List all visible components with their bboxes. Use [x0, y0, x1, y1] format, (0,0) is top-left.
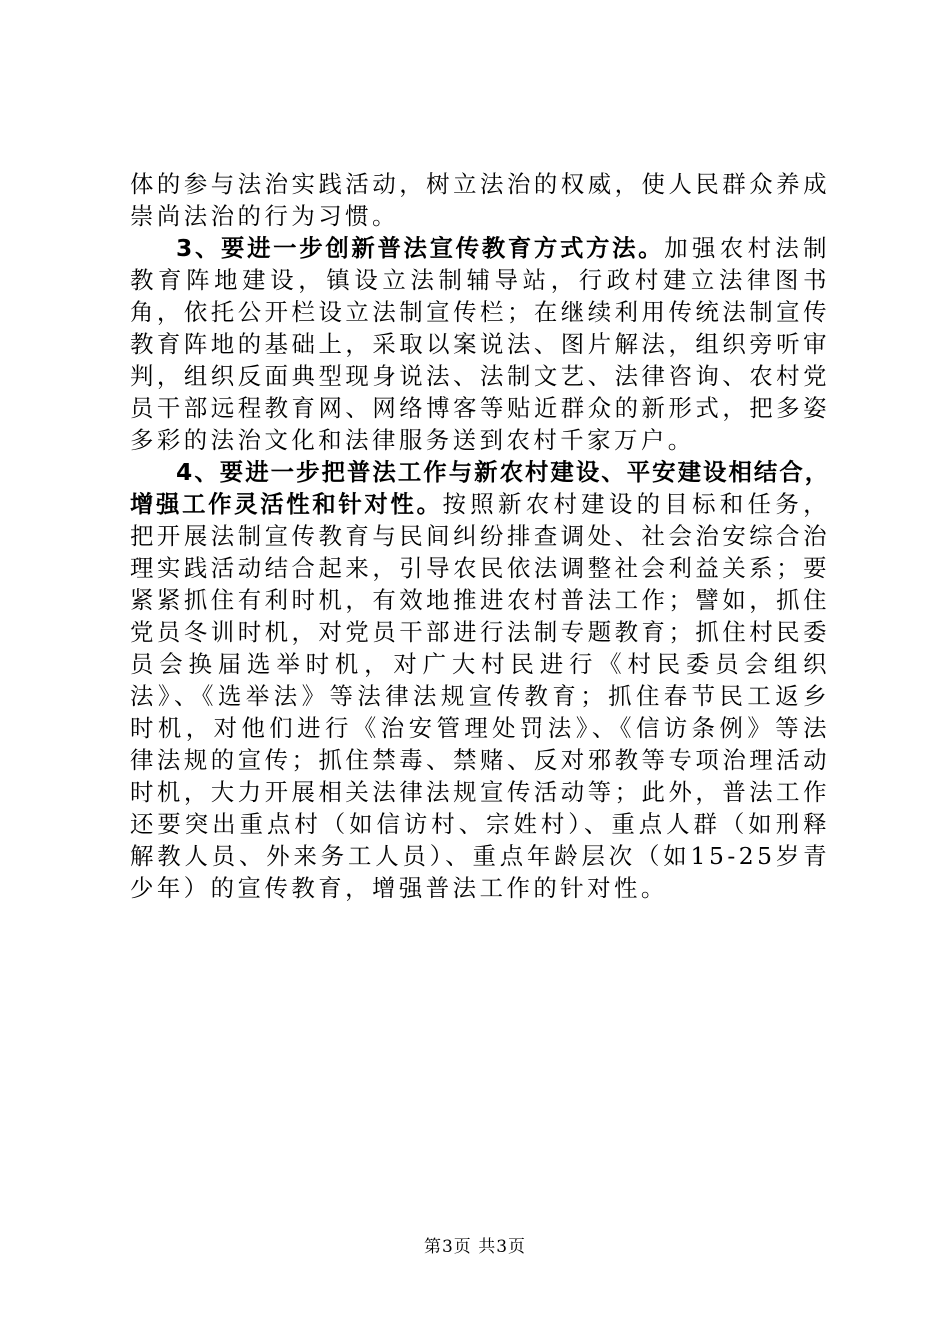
- paragraph-text: 加强农村法制教育阵地建设，镇设立法制辅导站，行政村建立法律图书角，依托公开栏设立法制宣传栏；在继续利用传统法制宣传教育阵地的基础上，采取以案说法、图片解法，组织旁听审判，组织反面典型现身说法、法制文艺、法律咨询、农村党员干部远程教育网、网络博客等贴近群众的新形式，把多姿多彩的法治文化和法律服务送到农村千家万户。: [130, 234, 830, 454]
- paragraph-text: 按照新农村建设的目标和任务，把开展法制宣传教育与民间纠纷排查调处、社会治安综合治理实践活动结合起来，引导农民依法调整社会利益关系；要紧紧抓住有利时机，有效地推进农村普法工作；譬如，抓住党员冬训时机，对党员干部进行法制专题教育；抓住村民委员会换届选举时机，对广大村民进行《村民委员会组织法》、《选举法》等法律法规宣传教育；抓住春节民工返乡时机，对他们进行《治安管理处罚法》、《信访条例》等法律法规的宣传；抓住禁毒、禁赌、反对邪教等专项治理活动时机，大力开展相关法律法规宣传活动等；此外，普法工作还要突出重点村（如信访村、宗姓村）、重点人群（如刑释解教人员、外来务工人员）、重点年龄层次（如15-25岁青少年）的宣传教育，增强普法工作的针对性。: [130, 490, 830, 902]
- paragraph-heading: 4、要进一步把普法工作与新农村建设、平安建设相结合，增强工作灵活性和针对性。: [130, 458, 830, 518]
- paragraph-text: 体的参与法治实践活动，树立法治的权威，使人民群众养成崇尚法治的行为习惯。: [130, 170, 830, 230]
- page-footer: [0, 1232, 950, 1257]
- paragraph-continuation: [130, 168, 830, 232]
- paragraph-item-4: [130, 456, 830, 904]
- document-body: [130, 168, 830, 904]
- paragraph-heading: 3、要进一步创新普法宣传教育方式方法。: [176, 234, 665, 262]
- paragraph-item-3: [130, 232, 830, 456]
- page-number: 第3页 共3页: [423, 1237, 527, 1257]
